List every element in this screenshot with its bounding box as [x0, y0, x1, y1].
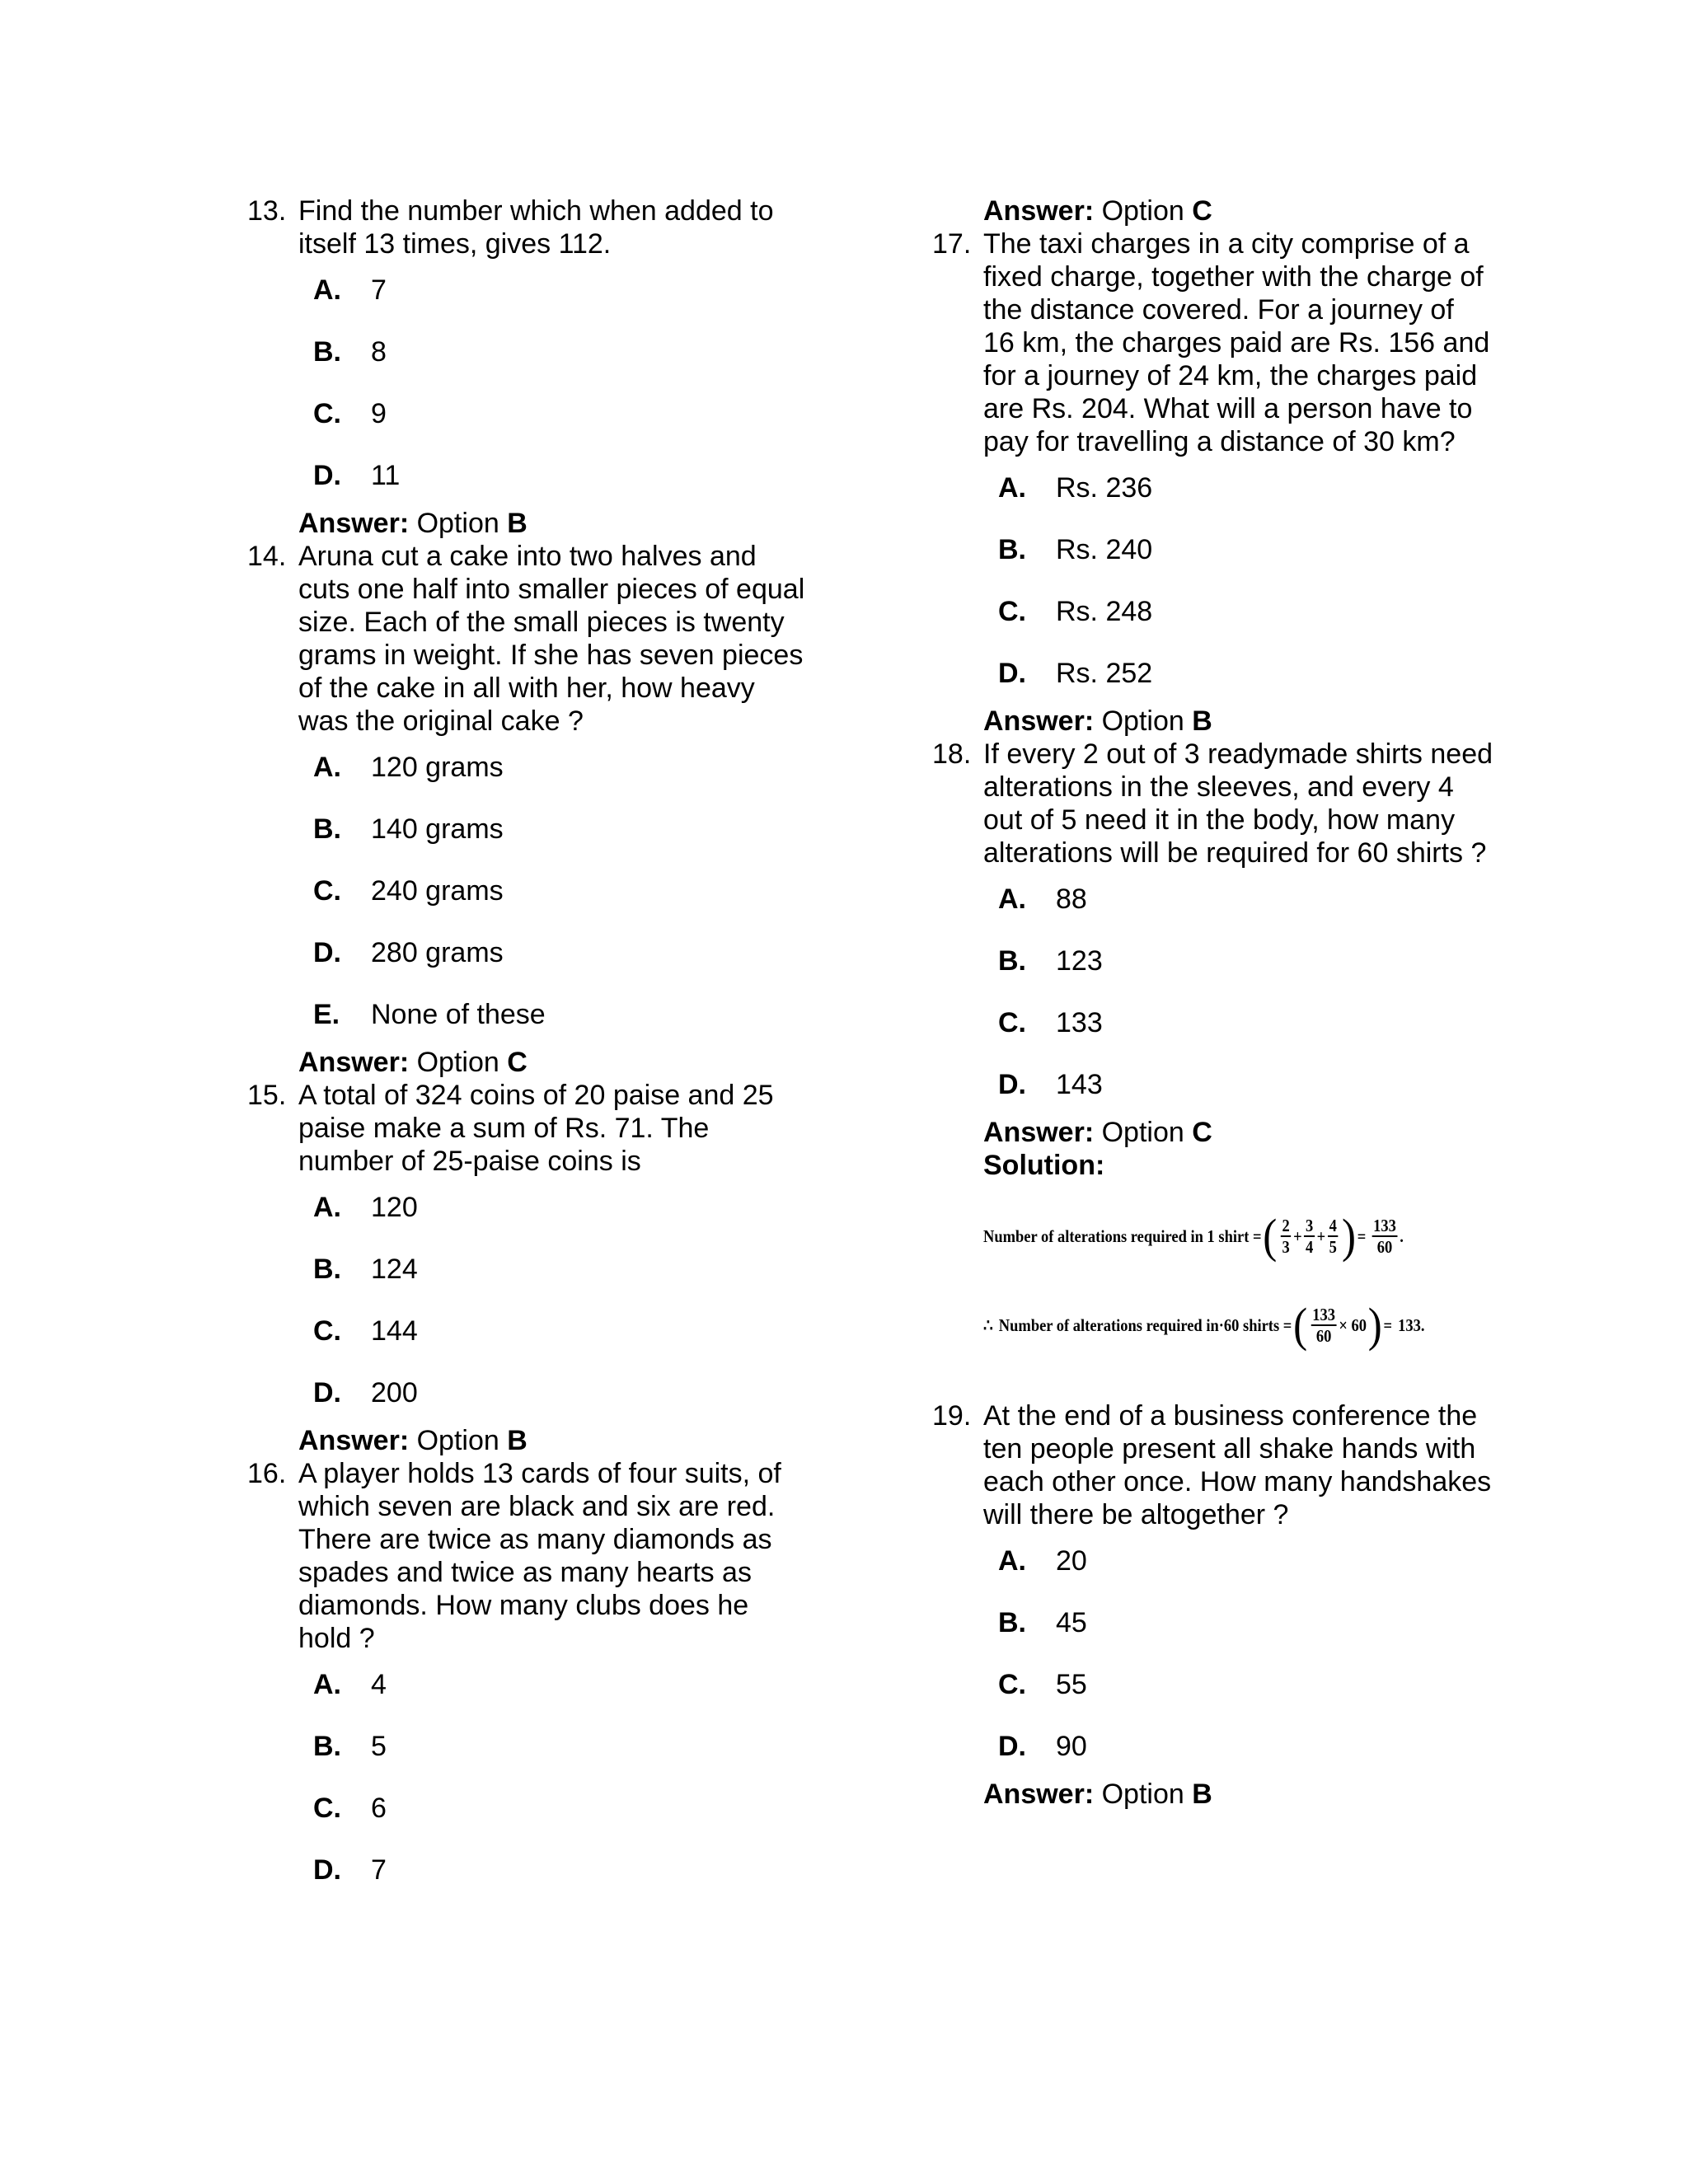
option-text: 124	[371, 1254, 418, 1285]
option-a	[998, 471, 1493, 533]
option-letter: D.	[313, 1377, 341, 1408]
option-word: Option	[1101, 705, 1184, 737]
period: .	[1400, 1226, 1404, 1246]
option-d	[998, 1730, 1493, 1778]
option-text: 140 grams	[371, 813, 504, 845]
times-sixty: × 60	[1339, 1315, 1367, 1335]
option-letter: C.	[313, 1315, 341, 1347]
options-13	[313, 274, 808, 507]
option-text: Rs. 252	[1056, 658, 1153, 689]
option-text: 120	[371, 1192, 418, 1223]
numerator: 133	[1312, 1305, 1335, 1324]
option-a	[313, 274, 808, 335]
option-letter: B.	[998, 1607, 1026, 1638]
option-b	[313, 813, 808, 874]
right-paren: )	[1342, 1209, 1357, 1263]
option-text: 5	[371, 1731, 387, 1762]
numerator: 2	[1282, 1216, 1290, 1235]
question-number: 17.	[932, 228, 972, 260]
option-text: 90	[1056, 1731, 1087, 1762]
right-column	[932, 194, 1493, 1811]
fraction	[1304, 1216, 1315, 1257]
option-letter: B.	[998, 945, 1026, 977]
option-text: 133	[1056, 1007, 1103, 1038]
option-letter: A.	[998, 883, 1026, 915]
option-letter: B.	[313, 336, 341, 368]
option-c	[998, 595, 1493, 657]
question-text: Find the number which when added to itself 13 times, gives 112.	[298, 195, 774, 260]
question-15	[247, 1079, 808, 1178]
left-paren: (	[1263, 1209, 1278, 1263]
left-column	[247, 194, 808, 1901]
option-b	[998, 533, 1493, 595]
option-text: 6	[371, 1793, 387, 1824]
answer-18	[983, 1116, 1493, 1149]
option-letter: D.	[313, 460, 341, 491]
option-letter: C.	[313, 1793, 341, 1824]
options-19	[998, 1544, 1493, 1778]
option-d	[998, 1068, 1493, 1116]
option-letter: C.	[998, 1669, 1026, 1700]
question-text: Aruna cut a cake into two halves and cuts one half into smaller pieces of equal size. Each of the small pieces is twenty grams in weight. If she has seven pieces of the cake in all with her, how heavy was the original cake ?	[298, 541, 805, 737]
option-letter: D.	[998, 1069, 1026, 1100]
denominator: 4	[1306, 1237, 1314, 1257]
numerator: 3	[1306, 1216, 1314, 1235]
answer-value: C	[1192, 195, 1212, 227]
option-text: 123	[1056, 945, 1103, 977]
option-d	[313, 459, 808, 507]
option-text: 45	[1056, 1607, 1087, 1638]
fraction	[1311, 1305, 1336, 1346]
question-text: At the end of a business conference the ten people present all shake hands with each other once. How many handshakes will there be altogether ?	[983, 1400, 1492, 1530]
options-14	[313, 751, 808, 1046]
option-a	[313, 1668, 808, 1730]
option-a	[313, 1191, 808, 1253]
question-number: 18.	[932, 738, 972, 770]
option-text: 11	[371, 460, 401, 491]
option-letter: B.	[998, 534, 1026, 565]
option-letter: B.	[313, 1731, 341, 1762]
option-word: Option	[416, 1425, 499, 1456]
option-letter: A.	[313, 274, 341, 306]
option-letter: D.	[313, 937, 341, 968]
formula-lhs: Number of alterations required in·60 shirts =	[998, 1315, 1292, 1335]
formula-lhs: Number of alterations required in 1 shirt =	[983, 1226, 1262, 1246]
question-number: 14.	[247, 541, 287, 572]
option-c	[998, 1668, 1493, 1730]
option-letter: D.	[998, 1731, 1026, 1762]
option-text: 200	[371, 1377, 418, 1408]
option-word: Option	[1101, 1779, 1184, 1810]
numerator: 133	[1373, 1216, 1396, 1235]
answer-14	[298, 1046, 808, 1079]
option-letter: C.	[313, 398, 341, 429]
formula-result: 133.	[1398, 1315, 1425, 1335]
option-word: Option	[1101, 1117, 1184, 1148]
option-b	[998, 1606, 1493, 1668]
therefore-symbol: ∴	[983, 1315, 993, 1335]
option-letter: D.	[313, 1854, 341, 1886]
option-letter: D.	[998, 658, 1026, 689]
question-number: 19.	[932, 1400, 972, 1432]
question-19	[932, 1399, 1493, 1531]
question-17	[932, 227, 1493, 458]
option-d	[313, 936, 808, 998]
question-16	[247, 1457, 808, 1655]
option-a	[313, 751, 808, 813]
answer-value: B	[1192, 705, 1212, 737]
answer-label: Answer:	[983, 1779, 1095, 1810]
option-b	[313, 1253, 808, 1315]
answer-label: Answer:	[983, 1117, 1095, 1148]
option-letter: E.	[313, 999, 340, 1030]
option-c	[313, 1792, 808, 1854]
denominator: 60	[1376, 1237, 1393, 1257]
answer-value: B	[507, 508, 528, 539]
fraction	[1328, 1216, 1339, 1257]
answer-17	[983, 705, 1493, 738]
option-word: Option	[1101, 195, 1184, 227]
option-letter: A.	[998, 472, 1026, 504]
option-c	[998, 1006, 1493, 1068]
option-letter: C.	[998, 596, 1026, 627]
left-paren: (	[1293, 1298, 1308, 1352]
result-fraction	[1372, 1216, 1397, 1257]
question-text: A player holds 13 cards of four suits, of which seven are black and six are red. There are twice as many diamonds as spades and twice as many hearts as diamonds. How many clubs does he hold ?	[298, 1458, 781, 1654]
option-b	[313, 1730, 808, 1792]
option-text: 7	[371, 1854, 387, 1886]
option-text: 20	[1056, 1545, 1087, 1577]
answer-16	[983, 194, 1493, 227]
option-text: 9	[371, 398, 387, 429]
option-c	[313, 397, 808, 459]
question-number: 15.	[247, 1080, 287, 1111]
question-text: If every 2 out of 3 readymade shirts need alterations in the sleeves, and every 4 out of 5 need it in the body, how many alterations will be required for 60 shirts ?	[983, 738, 1493, 869]
answer-value: B	[507, 1425, 528, 1456]
answer-value: B	[1192, 1779, 1212, 1810]
answer-label: Answer:	[983, 195, 1095, 227]
options-17	[998, 471, 1493, 705]
option-text: 143	[1056, 1069, 1103, 1100]
option-word: Option	[416, 508, 499, 539]
question-text: A total of 324 coins of 20 paise and 25 paise make a sum of Rs. 71. The number of 25-paise coins is	[298, 1080, 774, 1177]
equals-sign: =	[1357, 1226, 1367, 1246]
options-16	[313, 1668, 808, 1901]
option-text: 4	[371, 1669, 387, 1700]
options-18	[998, 883, 1493, 1116]
answer-15	[298, 1424, 808, 1457]
denominator: 60	[1315, 1326, 1332, 1346]
option-d	[313, 1854, 808, 1901]
option-text: Rs. 248	[1056, 596, 1153, 627]
option-text: None of these	[371, 999, 546, 1030]
denominator: 5	[1329, 1237, 1337, 1257]
option-text: Rs. 236	[1056, 472, 1153, 504]
solution-formula-1	[983, 1203, 1432, 1269]
question-number: 16.	[247, 1458, 287, 1489]
question-text: The taxi charges in a city comprise of a fixed charge, together with the charge of the distance covered. For a journey of 16 km, the charges paid are Rs. 156 and for a journey of 24 km, the charges paid are Rs. 204. What will a person have to pay for travelling a distance of 30 km?	[983, 228, 1490, 457]
option-d	[313, 1376, 808, 1424]
option-text: Rs. 240	[1056, 534, 1153, 565]
option-text: 8	[371, 336, 387, 368]
option-text: 7	[371, 274, 387, 306]
option-text: 88	[1056, 883, 1087, 915]
solution-label: Solution:	[983, 1150, 1105, 1181]
fraction	[1281, 1216, 1292, 1257]
denominator: 3	[1282, 1237, 1290, 1257]
option-b	[998, 944, 1493, 1006]
option-c	[313, 1315, 808, 1376]
equals-sign: =	[1383, 1315, 1393, 1335]
spacer	[932, 1358, 1493, 1399]
option-text: 120 grams	[371, 752, 504, 783]
option-letter: C.	[313, 875, 341, 907]
numerator: 4	[1329, 1216, 1337, 1235]
option-letter: C.	[998, 1007, 1026, 1038]
option-text: 55	[1056, 1669, 1087, 1700]
question-18	[932, 738, 1493, 869]
answer-value: C	[507, 1047, 528, 1078]
solution-formula-2	[983, 1292, 1432, 1358]
option-word: Option	[416, 1047, 499, 1078]
option-c	[313, 874, 808, 936]
answer-label: Answer:	[298, 1425, 410, 1456]
option-letter: A.	[313, 752, 341, 783]
option-letter: B.	[313, 813, 341, 845]
option-e	[313, 998, 808, 1046]
question-14	[247, 540, 808, 738]
option-text: 144	[371, 1315, 418, 1347]
plus-sign: +	[1316, 1226, 1326, 1246]
option-d	[998, 657, 1493, 705]
right-paren: )	[1367, 1298, 1382, 1352]
option-text: 240 grams	[371, 875, 504, 907]
answer-13	[298, 507, 808, 540]
option-a	[998, 1544, 1493, 1606]
option-letter: A.	[998, 1545, 1026, 1577]
answer-19	[983, 1778, 1493, 1811]
answer-label: Answer:	[298, 1047, 410, 1078]
option-b	[313, 335, 808, 397]
option-letter: A.	[313, 1669, 341, 1700]
plus-sign: +	[1293, 1226, 1302, 1246]
question-number: 13.	[247, 195, 287, 227]
answer-label: Answer:	[298, 508, 410, 539]
options-15	[313, 1191, 808, 1424]
question-13	[247, 194, 808, 260]
option-letter: A.	[313, 1192, 341, 1223]
answer-value: C	[1192, 1117, 1212, 1148]
answer-label: Answer:	[983, 705, 1095, 737]
option-text: 280 grams	[371, 937, 504, 968]
option-letter: B.	[313, 1254, 341, 1285]
option-a	[998, 883, 1493, 944]
